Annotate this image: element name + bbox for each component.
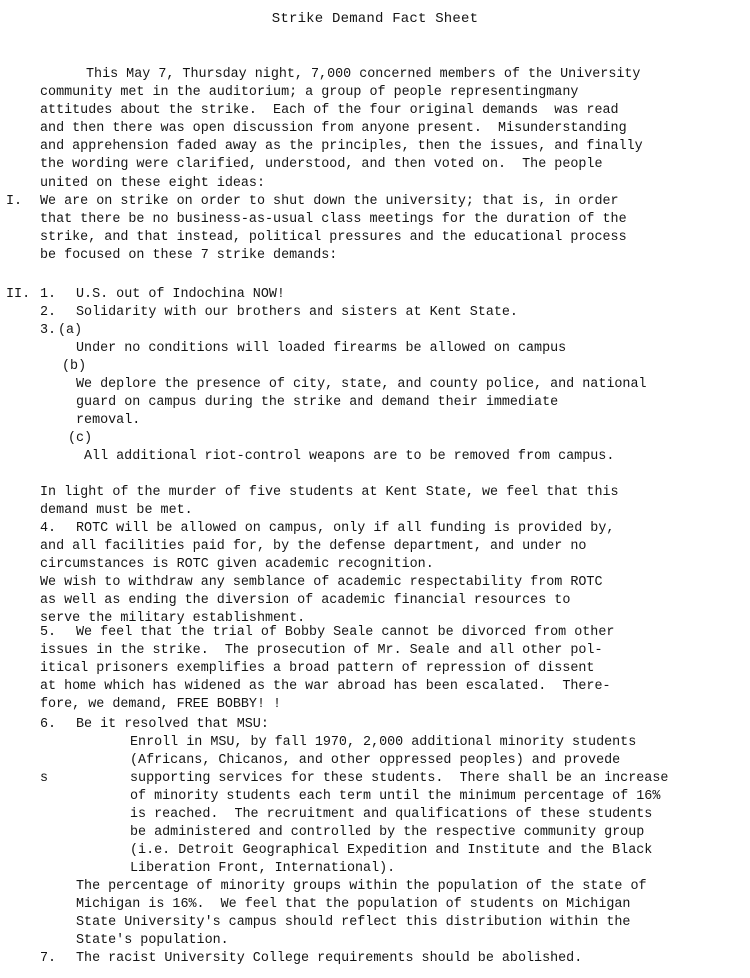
demand-6-tail-line-2: Michigan is 16%. We feel that the population of students on Michigan (76, 897, 631, 912)
demand-3b-line-2: guard on campus during the strike and demand their immediate (76, 395, 559, 410)
demand-4-line-3: circumstances is ROTC given academic recognition. (40, 557, 434, 572)
intro-line-3: attitudes about the strike. Each of the four original demands was read (40, 103, 619, 118)
demand-3c-label: (c) (68, 431, 93, 446)
margin-mark: s (40, 771, 49, 786)
demand-3b-line-3: removal. (76, 413, 141, 428)
demand-1-number: 1. (40, 287, 57, 302)
demand-6-line-1: Enroll in MSU, by fall 1970, 2,000 additional minority students (130, 735, 637, 750)
demand-6-tail-line-3: State University's campus should reflect this distribution within the (76, 915, 631, 930)
demand-5-line-3: itical prisoners exemplifies a broad pattern of repression of dissent (40, 661, 595, 676)
demand-6-line-7: (i.e. Detroit Geographical Expedition and Institute and the Black (130, 843, 653, 858)
demand-2-number: 2. (40, 305, 57, 320)
demand-6-line-6: be administered and controlled by the respective community group (130, 825, 645, 840)
intro-line-7: united on these eight ideas: (40, 176, 265, 191)
demand-6-line-8: Liberation Front, International). (130, 861, 396, 876)
demand-3c-text: All additional riot-control weapons are to be removed from campus. (84, 449, 615, 464)
section-1-line-2: that there be no business-as-usual class meetings for the duration of the (40, 212, 627, 227)
intro-line-4: and then there was open discussion from anyone present. Misunderstanding (40, 121, 627, 136)
demand-1-text: U.S. out of Indochina NOW! (76, 287, 285, 302)
demand-6-line-2: (Africans, Chicanos, and other oppressed peoples) and provede (130, 753, 621, 768)
demand-5-number: 5. (40, 625, 57, 640)
demand-5-line-4: at home which has widened as the war abroad has been escalated. There- (40, 679, 611, 694)
demand-7-number: 7. (40, 951, 57, 966)
intro-line-1: This May 7, Thursday night, 7,000 concerned members of the University (86, 67, 641, 82)
demand-5-line-1: We feel that the trial of Bobby Seale cannot be divorced from other (76, 625, 615, 640)
demand-6-line-4: of minority students each term until the minimum percentage of 16% (130, 789, 661, 804)
intro-line-6: the wording were clarified, understood, and then voted on. The people (40, 157, 603, 172)
demand-4-number: 4. (40, 521, 57, 536)
kent-state-line-1: In light of the murder of five students at Kent State, we feel that this (40, 485, 619, 500)
demand-6-tail-line-1: The percentage of minority groups within the population of the state of (76, 879, 647, 894)
demand-4-line-1: ROTC will be allowed on campus, only if all funding is provided by, (76, 521, 615, 536)
demand-2-text: Solidarity with our brothers and sisters at Kent State. (76, 305, 518, 320)
intro-line-2: community met in the auditorium; a group of people representingmany (40, 85, 579, 100)
demand-6-line-3: supporting services for these students. There shall be an increase (130, 771, 669, 786)
demand-4-line-5: as well as ending the diversion of academic financial resources to (40, 593, 571, 608)
demand-3a-text: Under no conditions will loaded firearms be allowed on campus (76, 341, 567, 356)
demand-3b-label: (b) (62, 359, 87, 374)
demand-3a-label: (a) (58, 323, 83, 338)
demand-7-text: The racist University College requirements should be abolished. (76, 951, 583, 966)
demand-6-line-5: is reached. The recruitment and qualifications of these students (130, 807, 653, 822)
demand-5-line-2: issues in the strike. The prosecution of Mr. Seale and all other pol- (40, 643, 603, 658)
demand-3b-line-1: We deplore the presence of city, state, and county police, and national (76, 377, 647, 392)
section-1-line-1: We are on strike on order to shut down the university; that is, in order (40, 194, 619, 209)
demand-4-line-4: We wish to withdraw any semblance of academic respectability from ROTC (40, 575, 603, 590)
demand-5-line-5: fore, we demand, FREE BOBBY! ! (40, 697, 282, 712)
demand-3-number: 3. (40, 323, 57, 338)
section-1-line-4: be focused on these 7 strike demands: (40, 248, 338, 263)
demand-6-lead: Be it resolved that MSU: (76, 717, 269, 732)
section-1-line-3: strike, and that instead, political pressures and the educational process (40, 230, 627, 245)
section-2-marker: II. (6, 287, 31, 302)
kent-state-line-2: demand must be met. (40, 503, 193, 518)
demand-6-tail-line-4: State's population. (76, 933, 229, 948)
intro-line-5: and apprehension faded away as the principles, then the issues, and finally (40, 139, 643, 154)
section-1-marker: I. (6, 194, 23, 209)
demand-6-number: 6. (40, 717, 57, 732)
demand-4-line-2: and all facilities paid for, by the defense department, and under no (40, 539, 587, 554)
page-title: Strike Demand Fact Sheet (271, 11, 479, 27)
demand-4-line-6: serve the military establishment. (40, 611, 306, 626)
